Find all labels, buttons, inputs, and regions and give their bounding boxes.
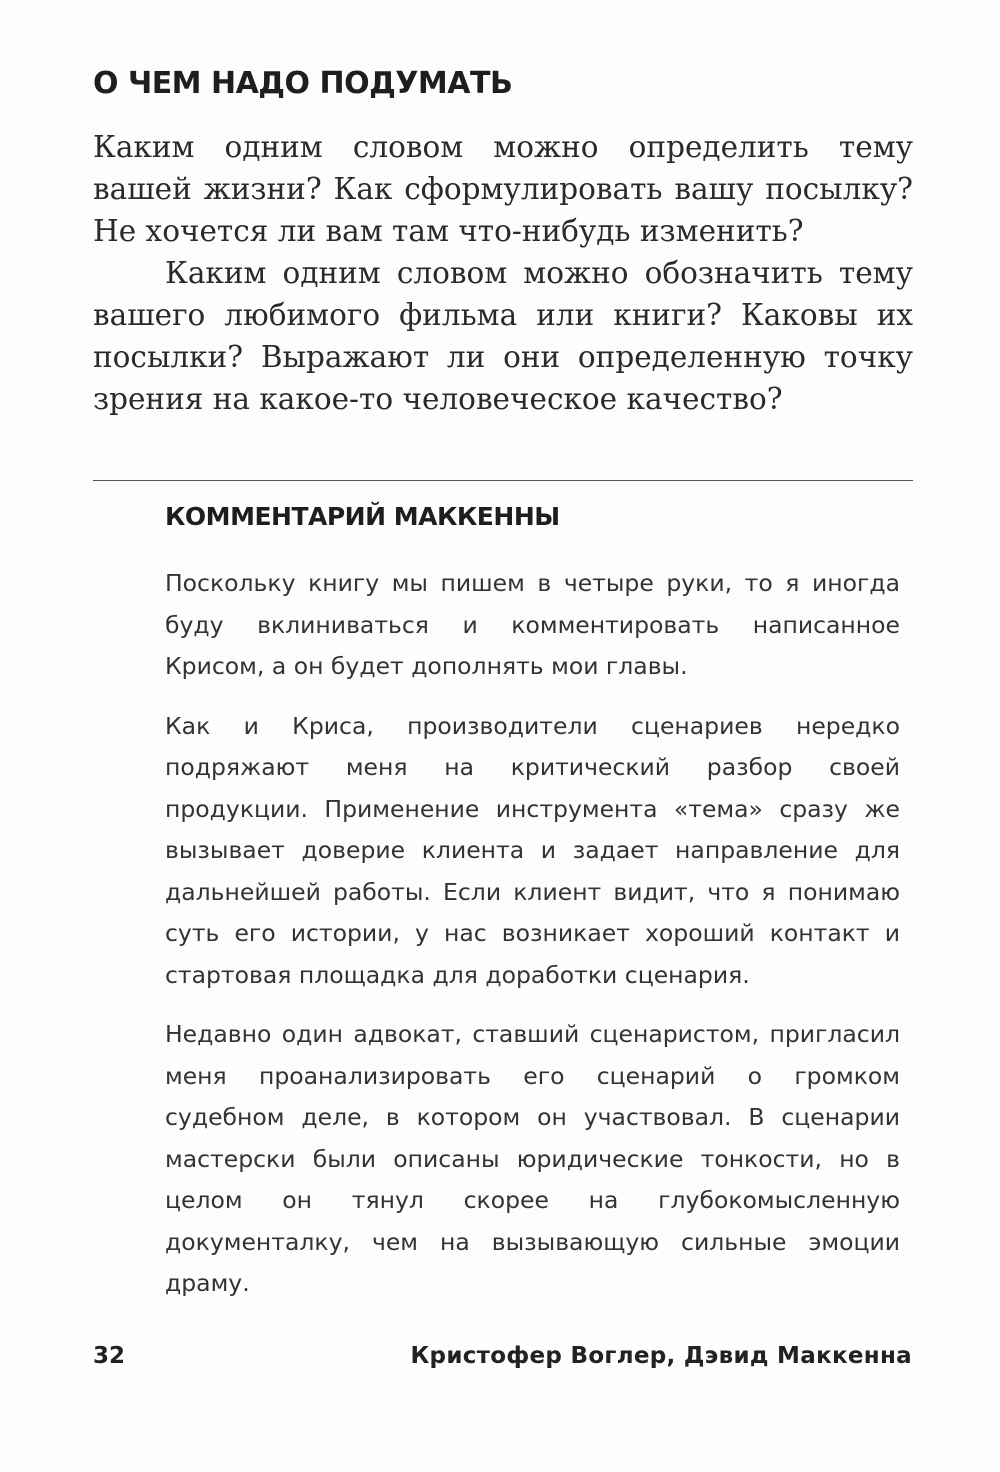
comment-heading: КОММЕНТАРИЙ МАККЕННЫ bbox=[165, 502, 560, 531]
comment-paragraph-2: Как и Криса, производители сценариев нередко подряжают меня на критический разбор своей продукции. Применение инструмента «тема» сразу же вызывает доверие клиента и задает направление для дальнейшей работы. Если клиент видит, что я понимаю суть его истории, у нас возникает хороший контакт и стартовая площадка для доработки сценария. bbox=[165, 711, 900, 989]
main-paragraph-2: Каким одним словом можно обозначить тему вашего любимого фильма или книги? Каковы их посылки? Выражают ли они определенную точку зрения на какое-то человеческое качество? bbox=[93, 256, 913, 416]
main-paragraph-1: Каким одним словом можно определить тему вашей жизни? Как сформулировать вашу посылку? Не хочется ли вам там что-нибудь изменить? bbox=[93, 130, 913, 248]
comment-paragraph-1: Поскольку книгу мы пишем в четыре руки, то я иногда буду вклиниваться и комментировать написанное Крисом, а он будет дополнять мои главы. bbox=[165, 569, 900, 680]
page-number: 32 bbox=[93, 1343, 126, 1369]
section-divider bbox=[93, 480, 913, 481]
mckenna-comment-box bbox=[165, 502, 900, 1323]
section-heading: О ЧЕМ НАДО ПОДУМАТЬ bbox=[93, 66, 513, 101]
running-footer-authors: Кристофер Воглер, Дэвид Маккенна bbox=[410, 1343, 912, 1369]
comment-paragraph-3: Недавно один адвокат, ставший сценаристом, пригласил меня проанализировать его сценарий о громком судебном деле, в котором он участвовал. В сценарии мастерски были описаны юридические тонкости, но в целом он тянул скорее на глубокомысленную документалку, чем на вызывающую сильные эмоции драму. bbox=[165, 1020, 900, 1297]
main-text-block bbox=[93, 126, 913, 420]
